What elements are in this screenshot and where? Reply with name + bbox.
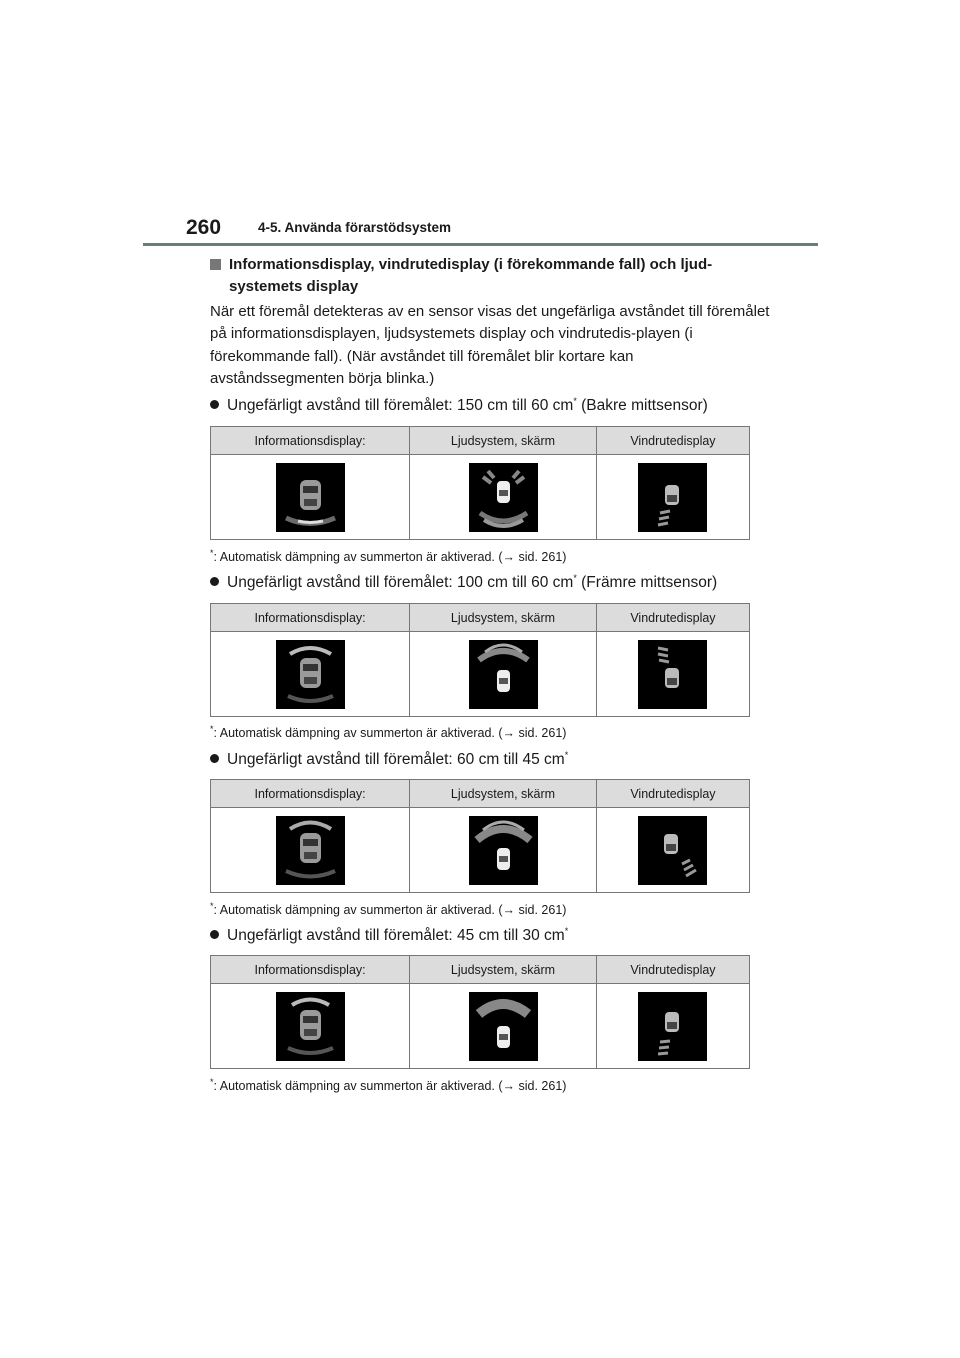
multi-info-display-image (276, 992, 345, 1061)
audio-screen-image (469, 640, 538, 709)
bullet-dot-icon (210, 400, 219, 409)
intro-paragraph: När ett föremål detekteras av en sensor visas det ungefärliga avståndet till föremålet på informationsdisplayen, ljudsystemets display och vindrutedis-playen (i förekommande fall). (När avståndet till föremålet blir kortare kan avståndssegmenten börja blinka.) (210, 303, 770, 387)
windshield-display-image (638, 463, 707, 532)
bullet-item (210, 926, 568, 945)
audio-screen-image (469, 816, 538, 885)
bullet-item (210, 396, 708, 415)
audio-screen-image (469, 463, 538, 532)
bullet-dot-icon (210, 754, 219, 763)
subheading-text: Informationsdisplay, vindrutedisplay (i förekommande fall) och ljud-systemets display (229, 256, 713, 295)
windshield-display-image (638, 640, 707, 709)
footnote: *: Automatisk dämpning av summerton är aktiverad. (→ sid. 261) (210, 548, 567, 565)
bullet-text: Ungefärligt avstånd till föremålet: 100 cm till 60 cm (227, 574, 574, 592)
display-table (210, 603, 750, 717)
section-title: 4-5. Använda förarstödsystem (258, 220, 452, 235)
page-number: 260 (186, 216, 222, 239)
col-header: Informationsdisplay: (211, 956, 410, 984)
col-header: Informationsdisplay: (211, 427, 410, 455)
windshield-display-image (638, 816, 707, 885)
bullet-dot-icon (210, 930, 219, 939)
header-rule (143, 243, 818, 246)
asterisk: * (564, 926, 569, 936)
col-header: Ljudsystem, skärm (410, 604, 597, 632)
bullet-item (210, 573, 717, 592)
bullet-text-suffix: (Bakre mittsensor) (576, 397, 708, 415)
col-header: Vindrutedisplay (596, 780, 749, 808)
footnote: *: Automatisk dämpning av summerton är aktiverad. (→ sid. 261) (210, 901, 567, 918)
asterisk: * (573, 573, 577, 583)
bullet-text-suffix: (Främre mittsensor) (576, 574, 718, 592)
audio-screen-image (469, 992, 538, 1061)
multi-info-display-image (276, 816, 345, 885)
col-header: Ljudsystem, skärm (410, 956, 597, 984)
col-header: Ljudsystem, skärm (410, 780, 597, 808)
page-header (186, 214, 818, 244)
asterisk: * (564, 750, 569, 760)
subheading (210, 254, 770, 298)
multi-info-display-image (276, 640, 345, 709)
bullet-text: Ungefärligt avstånd till föremålet: 60 cm till 45 cm (227, 751, 565, 769)
col-header: Vindrutedisplay (596, 956, 749, 984)
display-table (210, 955, 750, 1069)
bullet-dot-icon (210, 577, 219, 586)
multi-info-display-image (276, 463, 345, 532)
footnote: *: Automatisk dämpning av summerton är aktiverad. (→ sid. 261) (210, 724, 567, 741)
asterisk: * (573, 396, 577, 406)
square-bullet-icon (210, 259, 221, 270)
windshield-display-image (638, 992, 707, 1061)
col-header: Vindrutedisplay (596, 427, 749, 455)
col-header: Informationsdisplay: (211, 780, 410, 808)
bullet-text: Ungefärligt avstånd till föremålet: 150 cm till 60 cm (227, 397, 574, 415)
footnote: *: Automatisk dämpning av summerton är aktiverad. (→ sid. 261) (210, 1077, 567, 1094)
display-table (210, 779, 750, 893)
col-header: Vindrutedisplay (596, 604, 749, 632)
col-header: Ljudsystem, skärm (410, 427, 597, 455)
bullet-text: Ungefärligt avstånd till föremålet: 45 cm till 30 cm (227, 927, 565, 945)
display-table (210, 426, 750, 540)
col-header: Informationsdisplay: (211, 604, 410, 632)
bullet-item (210, 750, 568, 769)
